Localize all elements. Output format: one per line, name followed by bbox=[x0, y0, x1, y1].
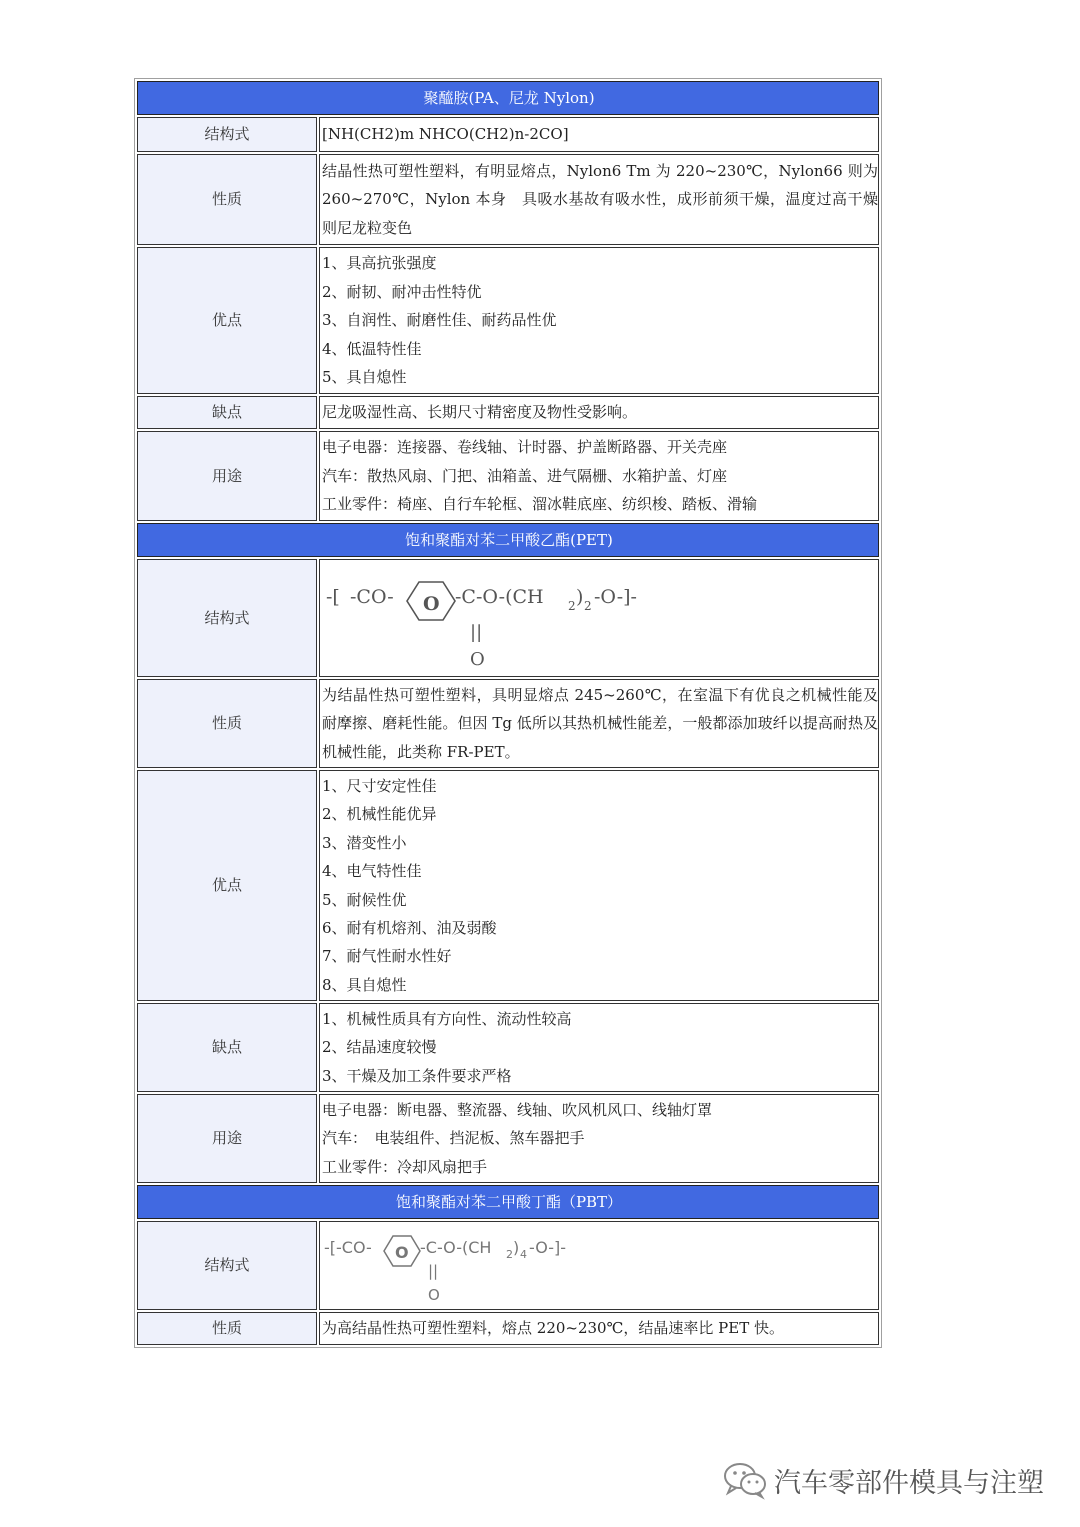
row-structure bbox=[137, 559, 879, 677]
list-item: 2、结晶速度较慢 bbox=[322, 1038, 437, 1057]
materials-table bbox=[134, 78, 882, 1348]
formula-part: -C-O-(CH bbox=[420, 1237, 492, 1257]
formula-part: -O-]- bbox=[594, 586, 637, 608]
wechat-icon bbox=[722, 1460, 768, 1500]
uses-list bbox=[319, 1094, 879, 1183]
formula-part: -C-O-(CH bbox=[455, 586, 544, 608]
list-item: 2、耐韧、耐冲击性特优 bbox=[322, 282, 482, 301]
formula-part: O bbox=[428, 1285, 440, 1304]
formula-part: -[ bbox=[326, 586, 340, 608]
list-item: 8、具自熄性 bbox=[322, 975, 407, 994]
structure-formula bbox=[319, 559, 879, 677]
list-item: 7、耐气性耐水性好 bbox=[322, 947, 452, 966]
advantages-list bbox=[319, 770, 879, 1001]
list-item: 3、干燥及加工条件要求严格 bbox=[322, 1066, 512, 1085]
watermark-text: 汽车零部件模具与注塑 bbox=[774, 1467, 1044, 1499]
formula-part: -[-CO- bbox=[324, 1237, 372, 1257]
properties-text: 结晶性热可塑性塑料，有明显熔点，Nylon6 Tm 为 220~230℃，Nylon66 则为 260~270℃，Nylon 本身 具吸水基故有吸水性，成形前须干燥，温度过高干燥则尼龙粒变色 bbox=[322, 161, 878, 237]
structure-value: [NH(CH2)m NHCO(CH2)n-2CO] bbox=[319, 117, 879, 152]
list-item: 汽车： 电装组件、挡泥板、煞车器把手 bbox=[322, 1129, 585, 1148]
section-header-pa bbox=[137, 81, 879, 115]
list-item: 尼龙吸湿性高、长期尺寸精密度及物性受影响。 bbox=[322, 403, 638, 422]
row-label: 缺点 bbox=[137, 1003, 317, 1092]
pet-formula-image bbox=[322, 568, 672, 668]
properties-text: 为高结晶性热可塑性塑料，熔点 220~230℃，结晶速率比 PET 快。 bbox=[322, 1319, 784, 1338]
row-advantages bbox=[137, 247, 879, 394]
double-bond: || bbox=[470, 622, 483, 643]
section-title: 饱和聚酯对苯二甲酸乙酯(PET) bbox=[137, 523, 879, 557]
formula-part: ) bbox=[513, 1237, 520, 1257]
double-bond: || bbox=[428, 1261, 439, 1280]
formula-part: O bbox=[395, 1242, 409, 1262]
formula-part: -CO- bbox=[350, 586, 394, 608]
list-item: 5、具自熄性 bbox=[322, 368, 407, 387]
list-item: 1、机械性质具有方向性、流动性较高 bbox=[322, 1009, 572, 1028]
list-item: 3、潜变性小 bbox=[322, 833, 407, 852]
row-label: 用途 bbox=[137, 1094, 317, 1183]
formula-subscript: 2 bbox=[584, 599, 592, 613]
row-label: 性质 bbox=[137, 1312, 317, 1345]
disadvantages-list bbox=[319, 1003, 879, 1092]
watermark bbox=[722, 1458, 1044, 1502]
list-item: 电子电器：连接器、卷线轴、计时器、护盖断路器、开关壳座 bbox=[322, 438, 728, 457]
properties-value bbox=[319, 1312, 879, 1345]
section-title: 聚醯胺(PA、尼龙 Nylon) bbox=[137, 81, 879, 115]
row-structure bbox=[137, 117, 879, 152]
structure-formula bbox=[319, 1221, 879, 1310]
formula-subscript: 2 bbox=[506, 1247, 513, 1261]
list-item: 汽车：散热风扇、门把、油箱盖、进气隔栅、水箱护盖、灯座 bbox=[322, 466, 728, 485]
formula-part: O bbox=[470, 649, 485, 668]
row-label: 结构式 bbox=[137, 117, 317, 152]
row-label: 性质 bbox=[137, 154, 317, 245]
row-label: 用途 bbox=[137, 431, 317, 521]
section-title: 饱和聚酯对苯二甲酸丁酯（PBT） bbox=[137, 1185, 879, 1219]
properties-value bbox=[319, 679, 879, 768]
row-label: 缺点 bbox=[137, 396, 317, 429]
list-item: 工业零件：椅座、自行车轮框、溜冰鞋底座、纺织梭、踏板、滑输 bbox=[322, 495, 758, 514]
row-label: 性质 bbox=[137, 679, 317, 768]
formula-part: O bbox=[423, 593, 440, 615]
row-properties bbox=[137, 679, 879, 768]
properties-text: 为结晶性热可塑性塑料，具明显熔点 245~260℃，在室温下有优良之机械性能及耐摩擦、磨耗性能。但因 Tg 低所以其热机械性能差，一般都添加玻纤以提高耐热及机械性能，此类称 FR-PET。 bbox=[322, 685, 878, 761]
advantages-list bbox=[319, 247, 879, 394]
row-properties bbox=[137, 1312, 879, 1345]
list-item: 4、低温特性佳 bbox=[322, 339, 422, 358]
row-properties bbox=[137, 154, 879, 245]
formula-part: -O-]- bbox=[529, 1237, 567, 1257]
row-label: 优点 bbox=[137, 770, 317, 1001]
row-label: 结构式 bbox=[137, 1221, 317, 1310]
formula-subscript: 4 bbox=[520, 1247, 527, 1261]
list-item: 6、耐有机熔剂、油及弱酸 bbox=[322, 918, 497, 937]
list-item: 3、自润性、耐磨性佳、耐药品性优 bbox=[322, 311, 557, 330]
section-header-pet bbox=[137, 523, 879, 557]
row-label: 优点 bbox=[137, 247, 317, 394]
list-item: 工业零件：冷却风扇把手 bbox=[322, 1157, 488, 1176]
row-label: 结构式 bbox=[137, 559, 317, 677]
list-item: 1、尺寸安定性佳 bbox=[322, 776, 437, 795]
row-disadvantages bbox=[137, 396, 879, 429]
formula-part: ) bbox=[576, 586, 584, 608]
list-item: 1、具高抗张强度 bbox=[322, 254, 437, 273]
formula-subscript: 2 bbox=[568, 599, 576, 613]
row-structure bbox=[137, 1221, 879, 1310]
row-uses bbox=[137, 1094, 879, 1183]
uses-list bbox=[319, 431, 879, 521]
pbt-formula-image bbox=[322, 1226, 592, 1306]
disadvantages-list bbox=[319, 396, 879, 429]
list-item: 5、耐候性优 bbox=[322, 890, 407, 909]
list-item: 4、电气特性佳 bbox=[322, 862, 422, 881]
row-advantages bbox=[137, 770, 879, 1001]
row-disadvantages bbox=[137, 1003, 879, 1092]
list-item: 2、机械性能优异 bbox=[322, 805, 437, 824]
list-item: 电子电器：断电器、整流器、线轴、吹风机风口、线轴灯罩 bbox=[322, 1100, 713, 1119]
section-header-pbt bbox=[137, 1185, 879, 1219]
properties-value bbox=[319, 154, 879, 245]
row-uses bbox=[137, 431, 879, 521]
